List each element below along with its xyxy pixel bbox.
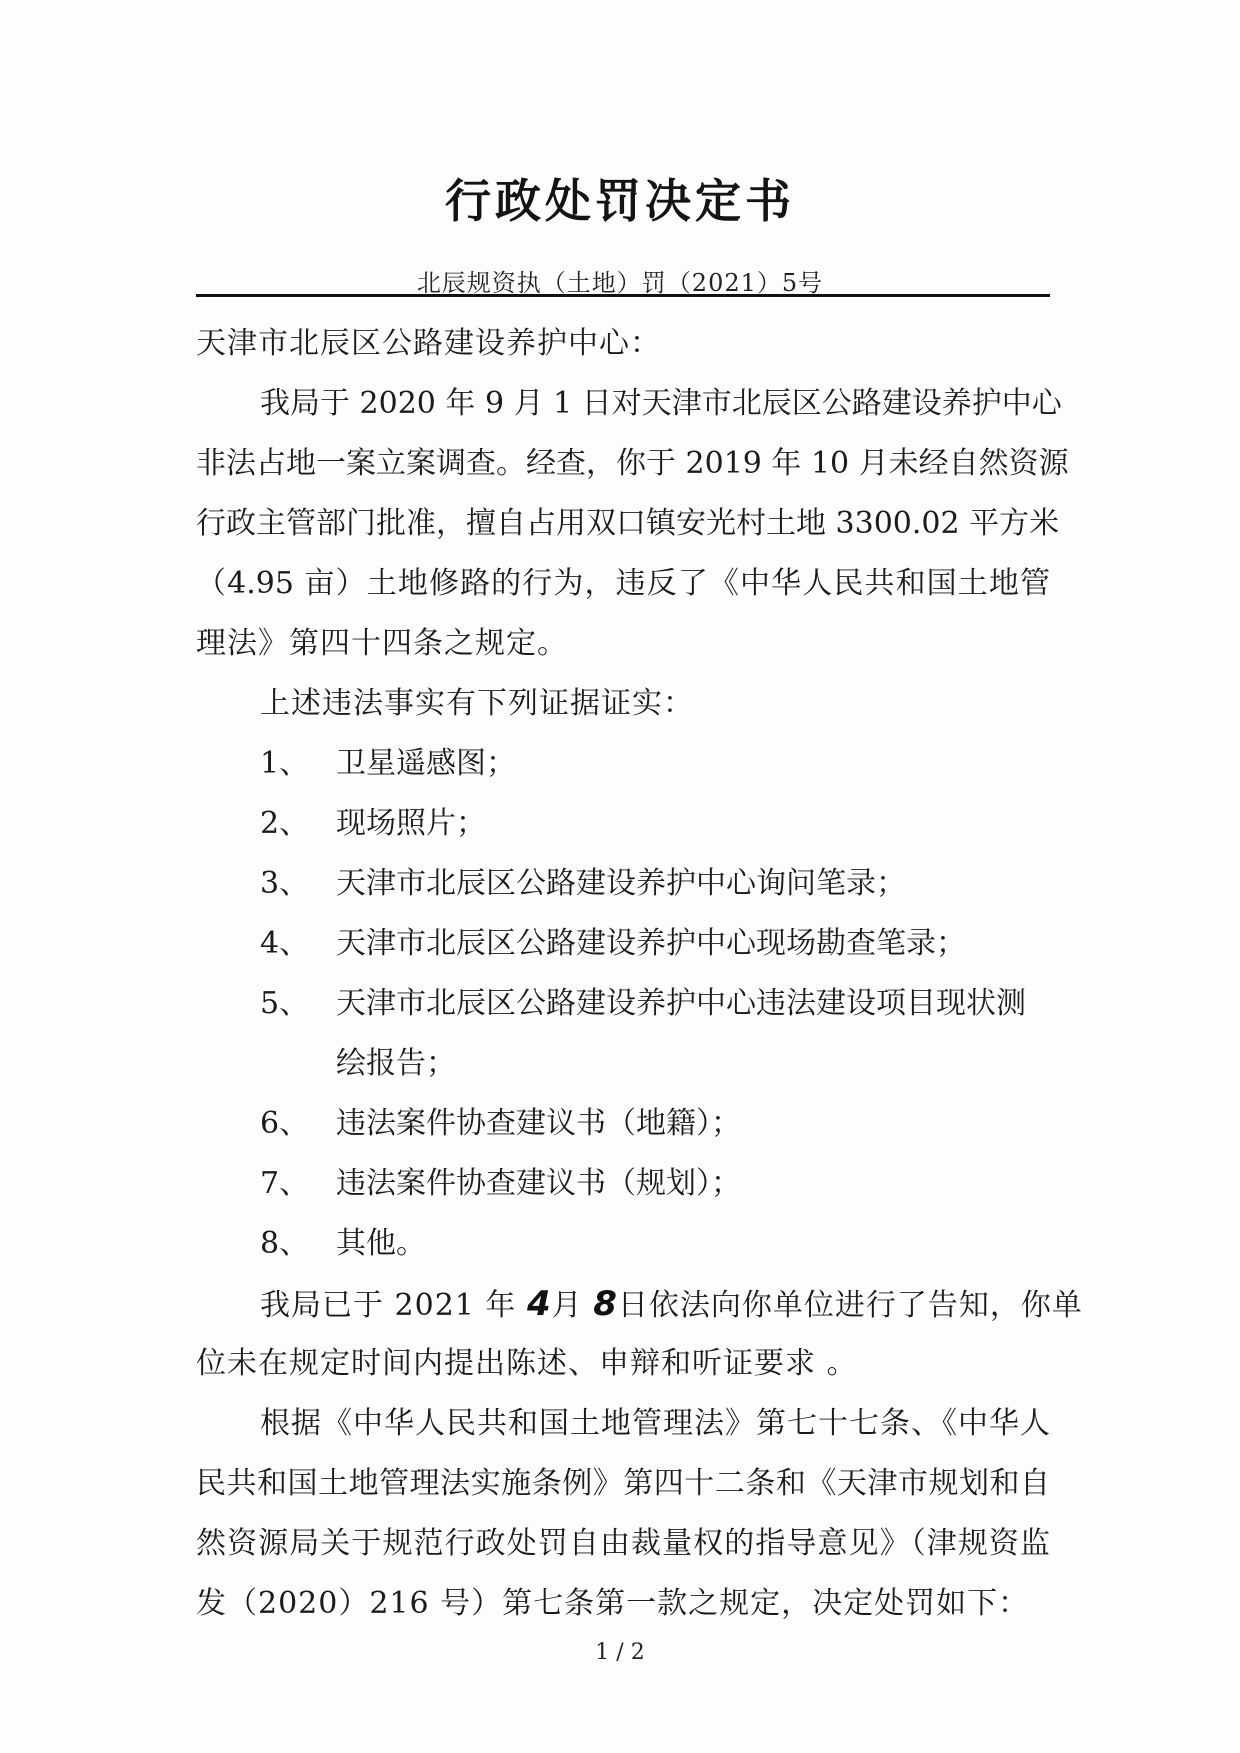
- evidence-intro: 上述违法事实有下列证据证实：: [260, 686, 694, 721]
- evidence-item: [260, 1224, 426, 1264]
- basis-line: 根据《中华人民共和国土地管理法》第七十七条、《中华人: [260, 1406, 1050, 1441]
- evidence-text: 违法案件协查建议书（地籍）；: [336, 1106, 741, 1141]
- basis-line: 然资源局关于规范行政处罚自由裁量权的指导意见》（津规资监: [196, 1526, 1050, 1561]
- evidence-number: 4、: [260, 926, 310, 961]
- paragraph-line: 理法》第四十四条之规定。: [196, 626, 568, 661]
- evidence-number: 2、: [260, 806, 310, 841]
- header-rule: [196, 294, 1050, 297]
- evidence-item: [260, 804, 486, 844]
- document-title: 行政处罚决定书: [445, 174, 795, 228]
- addressee: 天津市北辰区公路建设养护中心：: [196, 326, 661, 361]
- evidence-text: 卫星遥感图；: [336, 746, 516, 781]
- paragraph-line: 非法占地一案立案调查。经查，你于 2019 年 10 月未经自然资源: [196, 446, 1069, 481]
- paragraph-line: 行政主管部门批准，擅自占用双口镇安光村土地 3300.02 平方米: [196, 506, 1060, 541]
- handwritten-day: 8: [593, 1284, 618, 1324]
- evidence-item: [260, 1164, 741, 1204]
- basis-line: 民共和国土地管理法实施条例》第四十二条和《天津市规划和自: [196, 1466, 1050, 1501]
- notice-month-unit: 月: [551, 1288, 583, 1323]
- evidence-item: [260, 924, 966, 964]
- document-number: 北辰规资执（土地）罚（2021）5号: [416, 269, 824, 297]
- evidence-text: 违法案件协查建议书（规划）；: [336, 1166, 741, 1201]
- evidence-text: 天津市北辰区公路建设养护中心现场勘查笔录；: [336, 926, 966, 961]
- evidence-number: 8、: [260, 1226, 310, 1261]
- evidence-text: 天津市北辰区公路建设养护中心违法建设项目现状测: [336, 986, 1026, 1021]
- evidence-item: [260, 1104, 741, 1144]
- evidence-number: 7、: [260, 1166, 310, 1201]
- evidence-number: 1、: [260, 746, 310, 781]
- notice-line: 位未在规定时间内提出陈述、申辩和听证要求 。: [196, 1346, 858, 1381]
- basis-line: 发（2020）216 号）第七条第一款之规定，决定处罚如下：: [196, 1586, 1030, 1621]
- evidence-text: 其他。: [336, 1226, 426, 1261]
- evidence-number: 3、: [260, 866, 310, 901]
- notice-suffix: 日依法向你单位进行了告知，你单: [617, 1288, 1083, 1323]
- evidence-text: 现场照片；: [336, 806, 486, 841]
- handwritten-month: 4: [526, 1284, 552, 1324]
- evidence-item: [260, 984, 1026, 1024]
- evidence-number: 5、: [260, 986, 310, 1021]
- paragraph-line: （4.95 亩）土地修路的行为，违反了《中华人民共和国土地管: [196, 566, 1050, 601]
- page-number: 1 / 2: [595, 1640, 645, 1665]
- evidence-item: [260, 864, 906, 904]
- evidence-text-continued: 绘报告；: [336, 1046, 456, 1081]
- notice-line: [260, 1284, 1083, 1326]
- evidence-number: 6、: [260, 1106, 310, 1141]
- evidence-text: 天津市北辰区公路建设养护中心询问笔录；: [336, 866, 906, 901]
- paragraph-line: 我局于 2020 年 9 月 1 日对天津市北辰区公路建设养护中心: [260, 386, 1062, 421]
- evidence-item: [260, 744, 516, 784]
- notice-prefix: 我局已于 2021 年: [260, 1288, 517, 1323]
